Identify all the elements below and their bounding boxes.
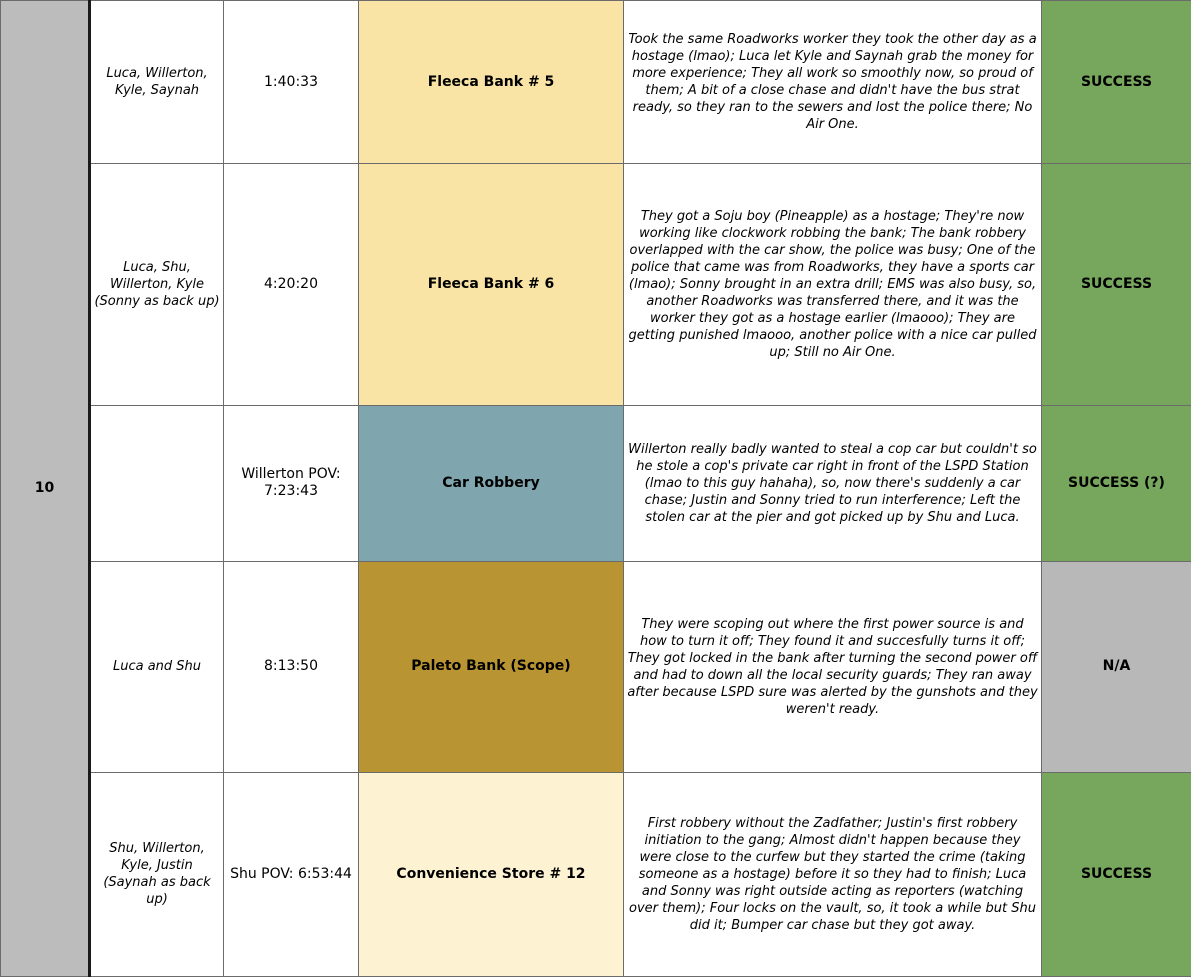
participants-cell: Luca, Willerton, Kyle, Saynah [90,1,224,164]
table-row [1,405,1191,561]
table-row [1,772,1191,976]
result-cell: SUCCESS [1042,1,1191,164]
participants-cell [90,405,224,561]
timestamp-cell: 4:20:20 [224,164,359,405]
result-cell: SUCCESS [1042,772,1191,976]
result-cell: SUCCESS [1042,164,1191,405]
summary-cell: They were scoping out where the first power source is and how to turn it off; They found it and succesfully turns it off; They got locked in the bank after turning the second power off and had to down all the local security guards; They ran away after because LSPD sure was alerted by the gunshots and they weren't ready. [624,562,1042,772]
crime-name-cell: Paleto Bank (Scope) [359,562,624,772]
participants-cell: Shu, Willerton, Kyle, Justin (Saynah as back up) [90,772,224,976]
table-row [1,1,1191,164]
timestamp-cell: 8:13:50 [224,562,359,772]
day-number-cell: 10 [1,1,90,977]
summary-cell: First robbery without the Zadfather; Justin's first robbery initiation to the gang; Almost didn't happen because they were close to the curfew but they started the crime (taking someone as a hostage) before it so they had to finish; Luca and Sonny was right outside acting as reporters (watching over them); Four locks on the vault, so, it took a while but Shu did it; Bumper car chase but they got away. [624,772,1042,976]
timestamp-cell: Shu POV: 6:53:44 [224,772,359,976]
participants-cell: Luca, Shu, Willerton, Kyle (Sonny as back up) [90,164,224,405]
timestamp-cell: 1:40:33 [224,1,359,164]
crime-name-cell: Convenience Store # 12 [359,772,624,976]
crime-name-cell: Fleeca Bank # 6 [359,164,624,405]
participants-cell: Luca and Shu [90,562,224,772]
crime-name-cell: Car Robbery [359,405,624,561]
summary-cell: Took the same Roadworks worker they took the other day as a hostage (lmao); Luca let Kyle and Saynah grab the money for more experience; They all work so smoothly now, so proud of them; A bit of a close chase and didn't have the bus strat ready, so they ran to the sewers and lost the police there; No Air One. [624,1,1042,164]
summary-cell: They got a Soju boy (Pineapple) as a hostage; They're now working like clockwork robbing the bank; The bank robbery overlapped with the car show, the police was busy; One of the police that came was from Roadworks, they have a sports car (lmao); Sonny brought in an extra drill; EMS was also busy, so, another Roadworks was transferred there, and it was the worker they got as a hostage earlier (lmaooo); They are getting punished lmaooo, another police with a nice car pulled up; Still no Air One. [624,164,1042,405]
summary-cell: Willerton really badly wanted to steal a cop car but couldn't so he stole a cop's private car right in front of the LSPD Station (lmao to this guy hahaha), so, now there's suddenly a car chase; Justin and Sonny tried to run interference; Left the stolen car at the pier and got picked up by Shu and Luca. [624,405,1042,561]
crime-name-cell: Fleeca Bank # 5 [359,1,624,164]
result-cell: SUCCESS (?) [1042,405,1191,561]
table-row [1,562,1191,772]
table-row [1,164,1191,405]
timestamp-cell: Willerton POV: 7:23:43 [224,405,359,561]
result-cell: N/A [1042,562,1191,772]
